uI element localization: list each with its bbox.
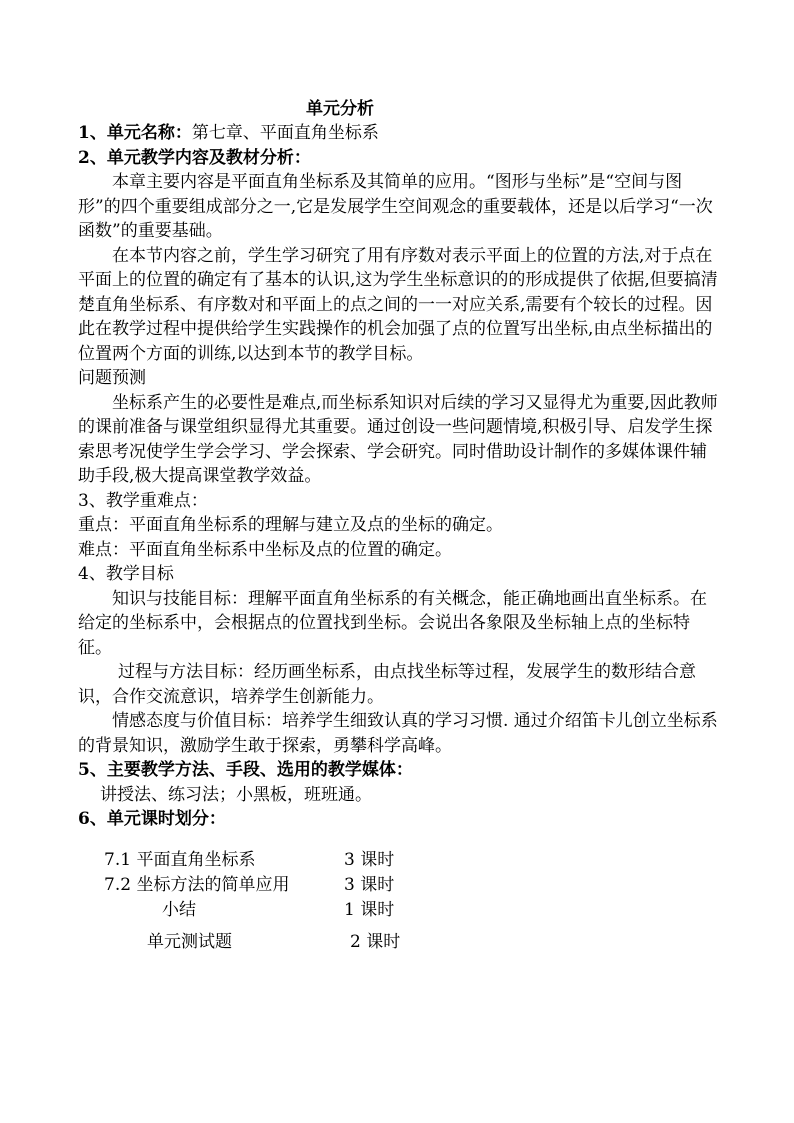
section-1 bbox=[78, 121, 718, 146]
schedule-item-hours: 2 课时 bbox=[350, 932, 401, 952]
schedule-item-name: 小结 bbox=[162, 900, 196, 920]
section-2-paragraph-2: 在本节内容之前，学生学习研究了用有序数对表示平面上的位置的方法,对于点在平面上的位置的确定有了基本的认识,这为学生坐标意识的的形成提供了依据,但要搞清楚直角坐标系、有序数对和平面上的点之间的一一对应关系,需要有个较长的过程。因此在教学过程中提供给学生实践操作的机会加强了点的位置写出坐标,由点坐标描出的位置两个方面的训练,以达到本节的教学目标。 bbox=[78, 245, 718, 364]
section-3-label: 3、教学重难点： bbox=[78, 490, 208, 511]
document-body bbox=[78, 121, 718, 832]
section-4-label: 4、教学目标 bbox=[78, 564, 174, 584]
section-2-paragraph-1: 本章主要内容是平面直角坐标系及其简单的应用。“图形与坐标”是“空间与图形”的四个重要组成部分之一,它是发展学生空间观念的重要载体，还是以后学习“一次函数”的重要基础。 bbox=[78, 172, 713, 241]
section-2-label: 2、单元教学内容及教材分析： bbox=[78, 147, 311, 168]
section-3-key-point: 重点：平面直角坐标系的理解与建立及点的坐标的确定。 bbox=[78, 515, 503, 535]
schedule-item-hours: 3 课时 bbox=[344, 850, 395, 870]
section-3-difficult-point: 难点：平面直角坐标系中坐标及点的位置的确定。 bbox=[78, 539, 452, 560]
section-4-paragraph-1: 知识与技能目标：理解平面直角坐标系的有关概念，能正确地画出直坐标系。在给定的坐标系中，会根据点的位置找到坐标。会说出各象限及坐标轴上点的坐标特征。 bbox=[78, 588, 707, 658]
schedule-item-name: 7.2 坐标方法的简单应用 bbox=[104, 875, 290, 895]
problem-label: 问题预测 bbox=[78, 368, 146, 388]
section-1-value: 第七章、平面直角坐标系 bbox=[191, 123, 379, 143]
section-5-value: 讲授法、练习法；小黑板，班班通。 bbox=[100, 784, 372, 805]
schedule-item-name: 7.1 平面直角坐标系 bbox=[104, 850, 256, 870]
schedule-item-hours: 1 课时 bbox=[344, 900, 395, 920]
section-1-label: 1、单元名称： bbox=[78, 123, 192, 143]
section-6-label: 6、单元课时划分： bbox=[78, 809, 226, 829]
document-title: 单元分析 bbox=[306, 99, 374, 119]
problem-paragraph: 坐标系产生的必要性是难点,而坐标系知识对后续的学习又显得尤为重要,因此教师的课前准备与课堂组织显得尤其重要。通过创设一些问题情境,积极引导、启发学生探索思考况使学生学会学习、学会探索、学会研究。同时借助设计制作的多媒体课件辅助手段,极大提高课堂教学效益。 bbox=[78, 392, 718, 486]
schedule-item-name: 单元测试题 bbox=[147, 932, 232, 952]
schedule-item-hours: 3 课时 bbox=[344, 875, 395, 895]
section-4-paragraph-2: 过程与方法目标：经历画坐标系，由点找坐标等过程，发展学生的数形结合意识，合作交流意识，培养学生创新能力。 bbox=[78, 662, 696, 707]
section-5-label: 5、主要教学方法、手段、选用的教学媒体： bbox=[78, 760, 413, 780]
section-4-paragraph-3: 情感态度与价值目标：培养学生细致认真的学习习惯. 通过介绍笛卡儿创立坐标系的背景知识，激励学生敢于探索，勇攀科学高峰。 bbox=[78, 711, 718, 756]
